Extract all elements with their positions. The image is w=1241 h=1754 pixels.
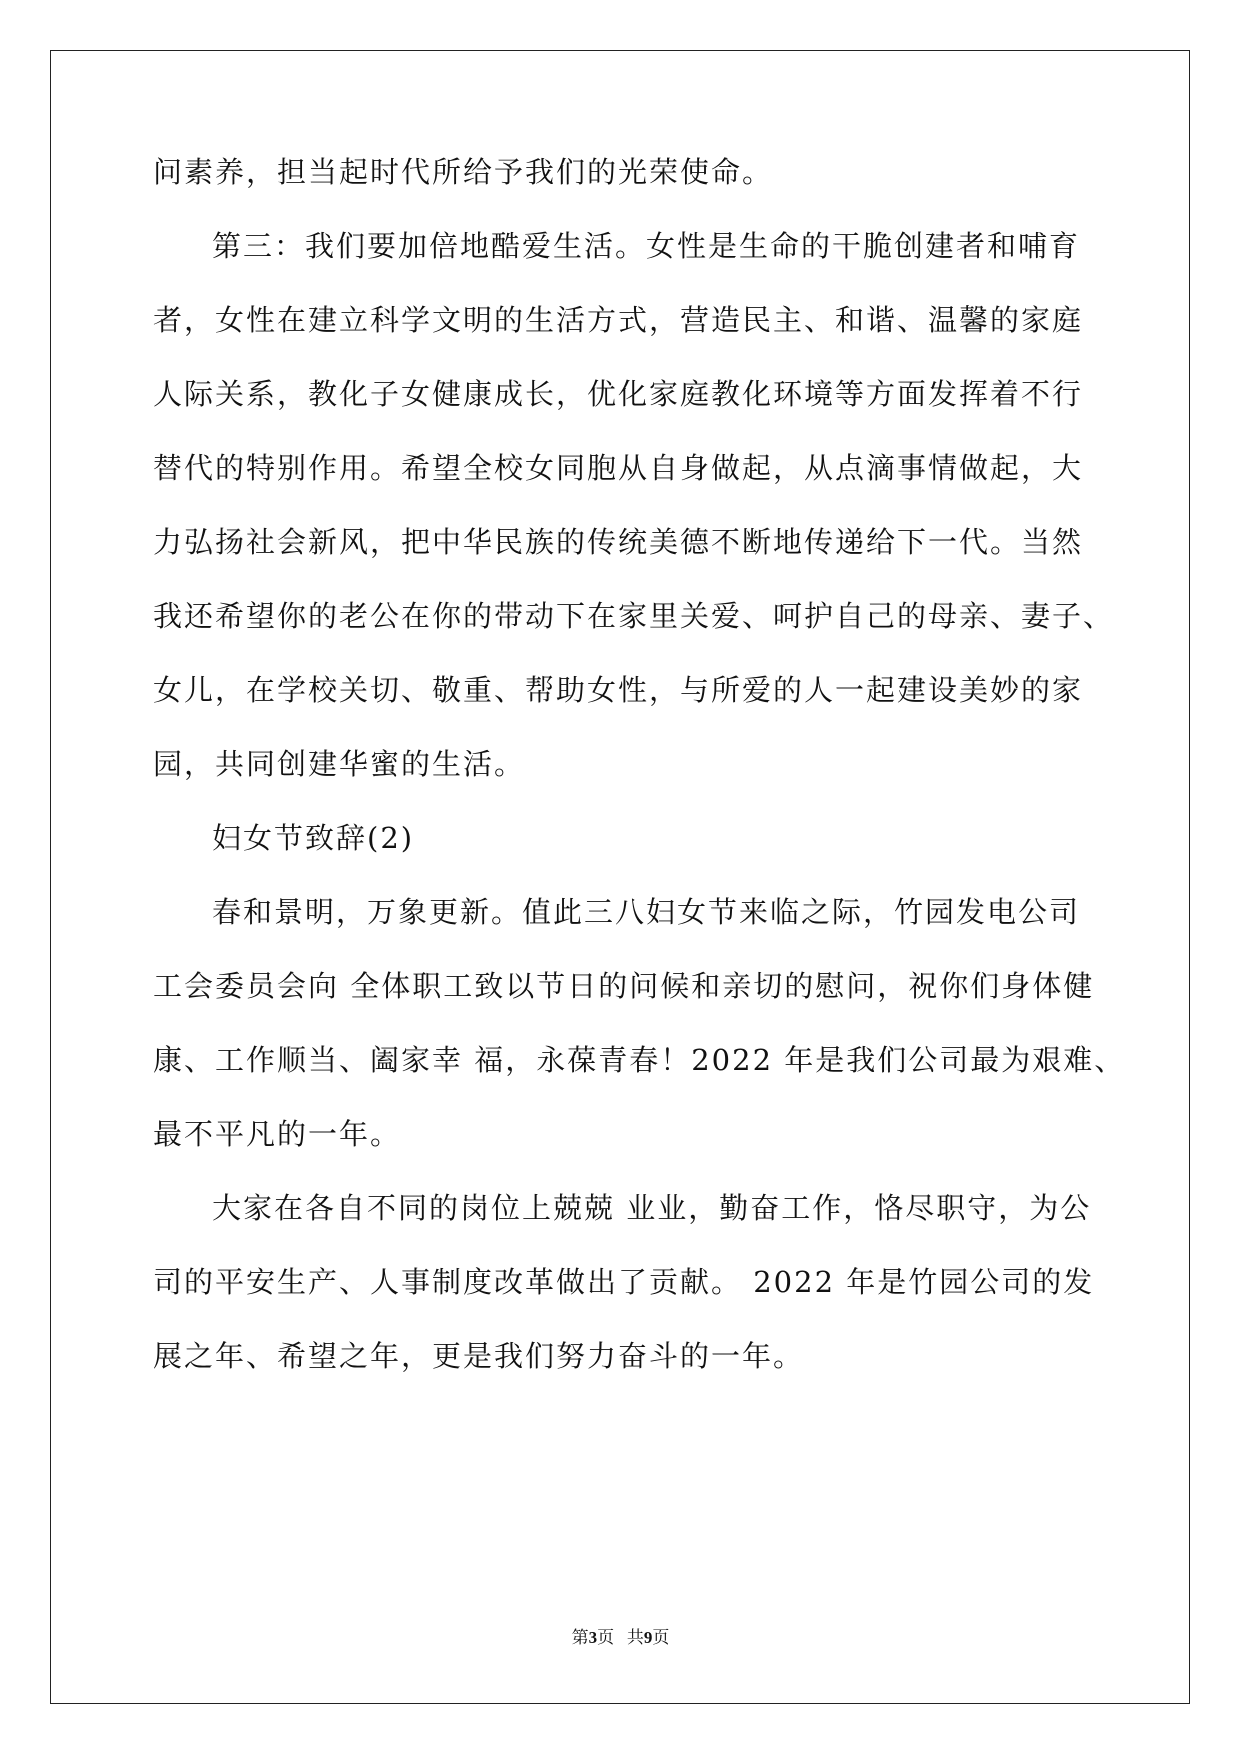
total-suffix: 页: [652, 1628, 670, 1647]
paragraph-start: 大家在各自不同的岗位上兢兢 业业，勤奋工作，恪尽职守，为公: [212, 1191, 1092, 1225]
text-line: 问素养，担当起时代所给予我们的光荣使命。: [153, 155, 774, 189]
text-line: 工会委员会向 全体职工致以节日的问候和亲切的慰问，祝你们身体健: [153, 969, 1095, 1003]
text-line: 女儿，在学校关切、敬重、帮助女性，与所爱的人一起建设美妙的家: [153, 673, 1084, 707]
section-heading: 妇女节致辞(2): [212, 821, 415, 855]
text-line: 康、工作顺当、阖家幸 福，永葆青春！2022 年是我们公司最为艰难、: [153, 1043, 1126, 1077]
page-border: [50, 50, 1190, 1704]
text-line: 司的平安生产、人事制度改革做出了贡献。 2022 年是竹园公司的发: [153, 1265, 1095, 1299]
paragraph-start: 春和景明，万象更新。值此三八妇女节来临之际，竹园发电公司: [212, 895, 1081, 929]
page-prefix: 第: [571, 1628, 589, 1647]
text-line: 者，女性在建立科学文明的生活方式，营造民主、和谐、温馨的家庭: [153, 303, 1084, 337]
text-line: 展之年、希望之年，更是我们努力奋斗的一年。: [153, 1339, 805, 1373]
text-line: 替代的特别作用。希望全校女同胞从自身做起，从点滴事情做起，大: [153, 451, 1084, 485]
text-line: 我还希望你的老公在你的带动下在家里关爱、呵护自己的母亲、妻子、: [153, 599, 1115, 633]
text-line: 人际关系，教化子女健康成长，优化家庭教化环境等方面发挥着不行: [153, 377, 1084, 411]
page-number-footer: [0, 1626, 1241, 1650]
total-page-count: 9: [643, 1628, 653, 1647]
current-page-number: 3: [588, 1628, 598, 1647]
paragraph-start: 第三：我们要加倍地酷爱生活。女性是生命的干脆创建者和哺育: [212, 229, 1081, 263]
text-line: 最不平凡的一年。: [153, 1117, 402, 1151]
text-line: 园，共同创建华蜜的生活。: [153, 747, 526, 781]
page-suffix: 页: [597, 1628, 615, 1647]
total-prefix: 共: [626, 1628, 644, 1647]
text-line: 力弘扬社会新风，把中华民族的传统美德不断地传递给下一代。当然: [153, 525, 1084, 559]
